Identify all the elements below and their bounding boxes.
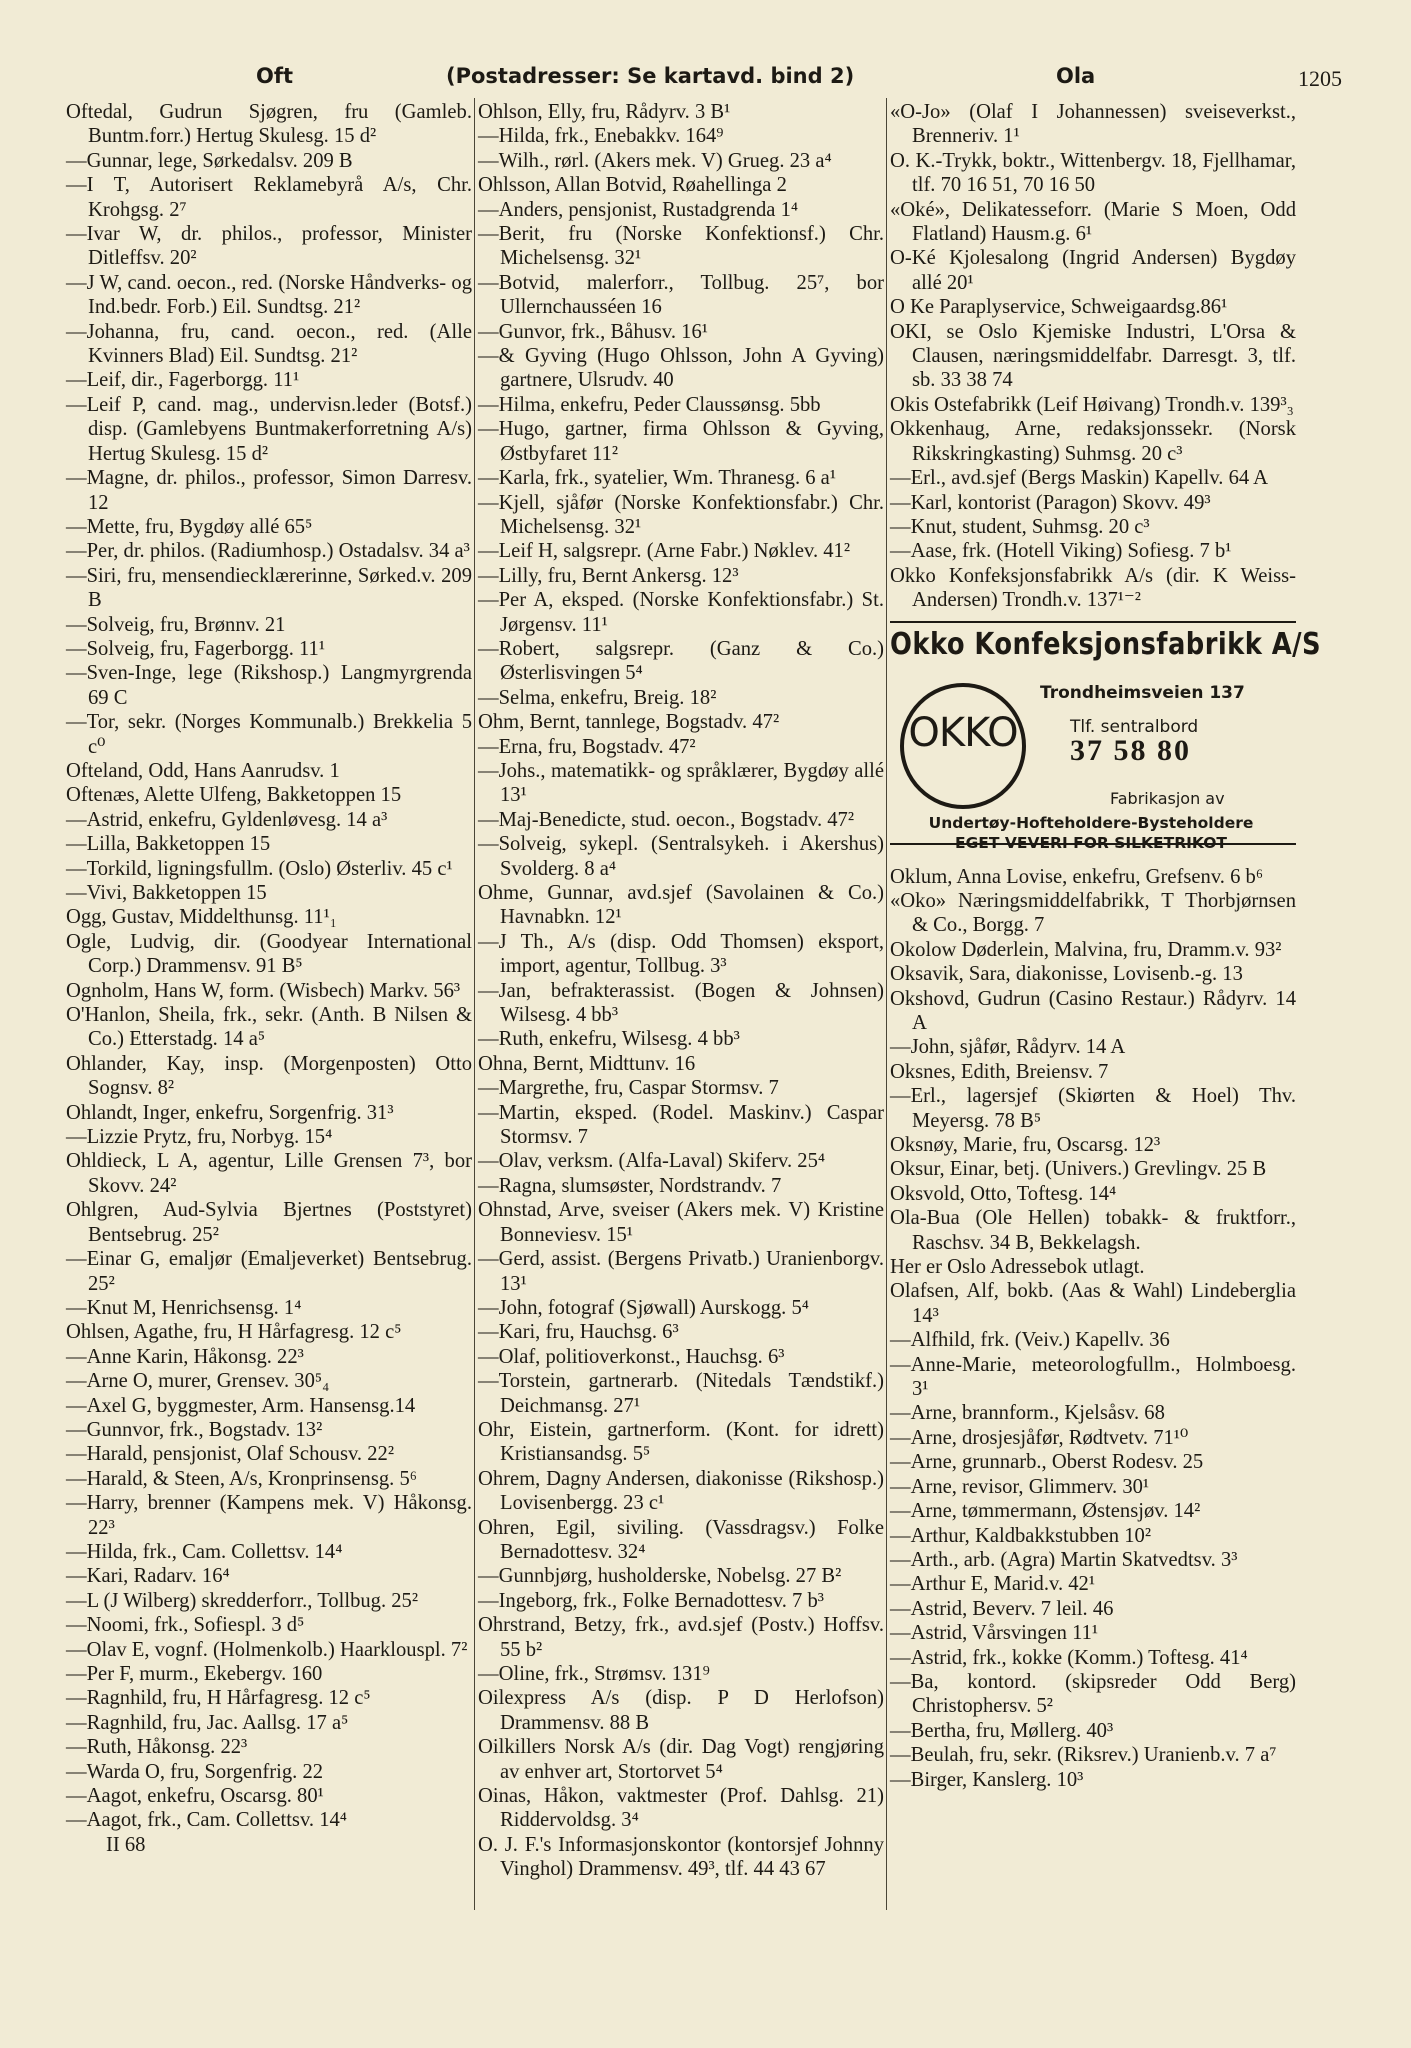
directory-entry: Okis Ostefabrikk (Leif Høivang) Trondh.v. 139³₃ <box>890 393 1294 416</box>
ad-address: Trondheimsveien 137 <box>1040 682 1245 703</box>
directory-entry: —Robert, salgsrepr. (Ganz & Co.) Østerlisvingen 5⁴ <box>478 637 884 685</box>
directory-entry: Ohlandt, Inger, enkefru, Sorgenfrig. 31³ <box>66 1101 394 1124</box>
directory-entry: —Maj-Benedicte, stud. oecon., Bogstadv. 47² <box>478 808 855 831</box>
directory-entry: OKI, se Oslo Kjemiske Industri, L'Orsa & Clausen, næringsmiddelfabr. Darresgt. 3, tlf. sb. 33 38 74 <box>890 320 1296 392</box>
directory-entry: O. K.-Trykk, boktr., Wittenbergv. 18, Fjellhamar, tlf. 70 16 51, 70 16 50 <box>890 149 1296 197</box>
directory-entry: Ohme, Gunnar, avd.sjef (Savolainen & Co.) Havnabkn. 12¹ <box>478 882 884 929</box>
directory-entry: —Torstein, gartnerarb. (Nitedals Tændstikf.) Deichmansg. 27¹ <box>478 1370 884 1417</box>
directory-entry: —Gunnbjørg, husholderske, Nobelsg. 27 B² <box>478 1565 842 1588</box>
directory-entry: —Torkild, ligningsfullm. (Oslo) Østerliv. 45 c¹ <box>66 857 453 880</box>
directory-entry: —Ragnhild, fru, H Hårfagresg. 12 c⁵ <box>66 1687 371 1710</box>
directory-entry: —Hilda, frk., Cam. Collettsv. 14⁴ <box>66 1540 343 1563</box>
directory-entry: —Bertha, fru, Møllerg. 40³ <box>890 1719 1114 1742</box>
directory-entry: —Astrid, Beverv. 7 leil. 46 <box>890 1597 1114 1620</box>
column-3-top <box>890 100 1296 613</box>
directory-entry: —Wilh., rørl. (Akers mek. V) Grueg. 23 a⁴ <box>478 149 832 172</box>
directory-entry: Ohlgren, Aud-Sylvia Bjertnes (Poststyret) Bentsebrug. 25² <box>66 1199 472 1246</box>
directory-entry: Her er Oslo Adressebok utlagt. <box>890 1256 1145 1279</box>
directory-entry: Ofteland, Odd, Hans Aanrudsv. 1 <box>66 759 340 782</box>
directory-entry: Oilexpress A/s (disp. P D Herlofson) Drammensv. 88 B <box>478 1687 884 1734</box>
directory-entry: Ohrem, Dagny Andersen, diakonisse (Rikshosp.) Lovisenbergg. 23 c¹ <box>478 1467 884 1515</box>
directory-entry: —Jan, befrakterassist. (Bogen & Johnsen) Wilsesg. 4 bb³ <box>478 979 884 1027</box>
directory-entry: Oksnes, Edith, Breiensv. 7 <box>890 1060 1109 1083</box>
directory-entry: —Hugo, gartner, firma Ohlsson & Gyving, Østbyfaret 11² <box>478 418 884 465</box>
page-header <box>66 64 1342 98</box>
directory-entry: Ogle, Ludvig, dir. (Goodyear International Corp.) Drammensv. 91 B⁵ <box>66 930 472 978</box>
directory-entry: —Gunvor, frk., Båhusv. 16¹ <box>478 320 708 343</box>
directory-entry: —& Gyving (Hugo Ohlsson, John A Gyving) gartnere, Ulsrudv. 40 <box>478 345 884 392</box>
directory-entry: —Gerd, assist. (Bergens Privatb.) Uranienborgv. 13¹ <box>478 1248 884 1295</box>
directory-entry: Oilkillers Norsk A/s (dir. Dag Vogt) rengjøring av enhver art, Stortorvet 5⁴ <box>478 1736 884 1783</box>
directory-entry: —Ragnhild, fru, Jac. Aallsg. 17 a⁵ <box>66 1711 349 1734</box>
directory-entry: «O-Jo» (Olaf I Johannessen) sveiseverkst., Brenneriv. 1¹ <box>890 101 1296 148</box>
directory-entry: —Arne, revisor, Glimmerv. 30¹ <box>890 1475 1150 1498</box>
directory-entry: Ohna, Bernt, Midttunv. 16 <box>478 1052 696 1075</box>
directory-entry: Oklum, Anna Lovise, enkefru, Grefsenv. 6 b⁶ <box>890 865 1264 888</box>
advertisement <box>890 621 1321 865</box>
directory-entry: Oftedal, Gudrun Sjøgren, fru (Gamleb. Buntm.forr.) Hertug Skulesg. 15 d² <box>66 101 472 148</box>
ad-products: Undertøy-Hofteholdere-Bysteholdere <box>928 813 1254 832</box>
directory-entry: —Ingeborg, frk., Folke Bernadottesv. 7 b³ <box>478 1589 824 1612</box>
directory-entry: Oksvold, Otto, Toftesg. 14⁴ <box>890 1182 1117 1205</box>
directory-entry: —Astrid, Vårsvingen 11¹ <box>890 1622 1099 1645</box>
directory-entry: O'Hanlon, Sheila, frk., sekr. (Anth. B Nilsen & Co.) Etterstadg. 14 a⁵ <box>66 1004 472 1051</box>
directory-entry: —J W, cand. oecon., red. (Norske Håndverks- og Ind.bedr. Forb.) Eil. Sundtsg. 21² <box>66 271 472 319</box>
directory-entry: Ohr, Eistein, gartnerform. (Kont. for idrett) Kristiansandsg. 5⁵ <box>478 1418 884 1466</box>
directory-entry: —John, fotograf (Sjøwall) Aurskogg. 5⁴ <box>478 1296 809 1319</box>
directory-entry: Oksur, Einar, betj. (Univers.) Grevlingv. 25 B <box>890 1158 1267 1181</box>
directory-entry: —Johanna, fru, cand. oecon., red. (Alle Kvinners Blad) Eil. Sundtsg. 21² <box>66 320 472 368</box>
directory-entry: —Anne Karin, Håkonsg. 22³ <box>66 1345 304 1368</box>
directory-entry: «Oké», Delikatesseforr. (Marie S Moen, Odd Flatland) Hausm.g. 6¹ <box>890 198 1296 246</box>
directory-entry: —Erl., lagersjef (Skiørten & Hoel) Thv. Meyersg. 78 B⁵ <box>890 1085 1296 1132</box>
directory-entry: —Berit, fru (Norske Konfektionsf.) Chr. Michelsensg. 32¹ <box>478 223 884 270</box>
directory-entry: —Knut M, Henrichsensg. 1⁴ <box>66 1296 302 1319</box>
directory-entry: —Kari, fru, Hauchsg. 6³ <box>478 1321 679 1344</box>
directory-entry: —Per F, murm., Ekebergv. 160 <box>66 1663 323 1685</box>
directory-entry: —Hilda, frk., Enebakkv. 164⁹ <box>478 125 724 148</box>
page-number: 1205 <box>1298 66 1342 91</box>
header-center-note: (Postadresser: Se kartavd. bind 2) <box>446 64 855 88</box>
directory-entry: Ognholm, Hans W, form. (Wisbech) Markv. 56³ <box>66 979 461 1002</box>
directory-entry: Oftenæs, Alette Ulfeng, Bakketoppen 15 <box>66 784 402 807</box>
directory-entry: —Harald, pensjonist, Olaf Schousv. 22² <box>66 1443 395 1466</box>
directory-entry: Ogg, Gustav, Middelthunsg. 11¹₁ <box>66 906 337 929</box>
directory-entry: —Olav, verksm. (Alfa-Laval) Skiferv. 25⁴ <box>478 1150 826 1173</box>
ad-products-2: EGET VEVERI FOR SILKETRIKOT <box>955 833 1227 852</box>
directory-entry: —Gunnar, lege, Sørkedalsv. 209 B <box>66 149 353 172</box>
directory-entry: —Aase, frk. (Hotell Viking) Sofiesg. 7 b¹ <box>890 540 1232 563</box>
directory-entry: —Erna, fru, Bogstadv. 47² <box>478 735 696 758</box>
directory-entry: Ohren, Egil, siviling. (Vassdragsv.) Folke Bernadottesv. 32⁴ <box>478 1516 884 1563</box>
directory-entry: O. J. F.'s Informasjonskontor (kontorsjef Johnny Vinghol) Drammensv. 49³, tlf. 44 43 67 <box>478 1833 884 1881</box>
directory-entry: —Harry, brenner (Kampens mek. V) Håkonsg. 22³ <box>66 1492 472 1539</box>
directory-entry: —Einar G, emaljør (Emaljeverket) Bentsebrug. 25² <box>66 1248 472 1295</box>
directory-entry: Oksavik, Sara, diakonisse, Lovisenb.-g. 13 <box>890 963 1243 986</box>
directory-entry: —Selma, enkefru, Breig. 18² <box>478 686 717 709</box>
directory-entry: —John, sjåfør, Rådyrv. 14 A <box>890 1036 1126 1059</box>
okko-logo <box>900 683 1026 809</box>
directory-entry: O-Ké Kjolesalong (Ingrid Andersen) Bygdøy allé 20¹ <box>890 247 1296 294</box>
directory-entry: —Noomi, frk., Sofiespl. 3 d⁵ <box>66 1614 305 1637</box>
ad-fabrication: Fabrikasjon av <box>1110 788 1225 808</box>
directory-entry: —Leif P, cand. mag., undervisn.leder (Botsf.) disp. (Gamlebyens Buntmakerforretning A/s) Hertug Skulesg. 15 d² <box>66 393 472 465</box>
directory-entry: Okko Konfeksjonsfabrikk A/s (dir. K Weiss-Andersen) Trondh.v. 137¹⁻² <box>890 564 1296 612</box>
directory-entry: —Mette, fru, Bygdøy allé 65⁵ <box>66 515 313 538</box>
directory-entry: —L (J Wilberg) skredderforr., Tollbug. 25² <box>66 1589 419 1612</box>
directory-entry: Ohldieck, L A, agentur, Lille Grensen 7³, bor Skovv. 24² <box>66 1150 472 1197</box>
directory-entry: Okshovd, Gudrun (Casino Restaur.) Rådyrv. 14 A <box>890 987 1296 1034</box>
ad-phone-label: Tlf. sentralbord <box>1070 716 1199 737</box>
directory-entry: Ohlson, Elly, fru, Rådyrv. 3 B¹ <box>478 101 731 123</box>
directory-entry: —Per A, eksped. (Norske Konfektionsfabr.) St. Jørgensv. 11¹ <box>478 589 884 636</box>
directory-entry: II 68 <box>106 1833 146 1856</box>
directory-entry: —Arth., arb. (Agra) Martin Skatvedtsv. 3³ <box>890 1548 1238 1571</box>
directory-entry: —Ragna, slumsøster, Nordstrandv. 7 <box>478 1174 782 1197</box>
column-3-bottom <box>890 865 1296 1792</box>
directory-entry: —Harald, & Steen, A/s, Kronprinsensg. 5⁶ <box>66 1467 417 1490</box>
directory-entry: Ohlsen, Agathe, fru, H Hårfagresg. 12 c⁵ <box>66 1321 402 1344</box>
directory-entry: —Arne O, murer, Grensev. 30⁵₄ <box>66 1370 330 1393</box>
directory-entry: —Arthur E, Marid.v. 42¹ <box>890 1573 1096 1596</box>
directory-entry: —Alfhild, frk. (Veiv.) Kapellv. 36 <box>890 1329 1170 1352</box>
directory-entry: —Arne, grunnarb., Oberst Rodesv. 25 <box>890 1451 1204 1474</box>
directory-entry: —Leif, dir., Fagerborgg. 11¹ <box>66 369 300 392</box>
directory-entry: Ola-Bua (Ole Hellen) tobakk- & fruktforr., Raschsv. 34 B, Bekkelagsh. <box>890 1207 1296 1254</box>
directory-entry: —Martin, eksped. (Rodel. Maskinv.) Caspar Stormsv. 7 <box>478 1101 884 1149</box>
ad-title: Okko Konfeksjonsfabrikk A/S <box>890 626 1321 662</box>
directory-entry: Ohm, Bernt, tannlege, Bogstadv. 47² <box>478 711 780 734</box>
directory-entry: —Arne, tømmermann, Østensjøv. 14² <box>890 1500 1201 1523</box>
directory-entry: —Warda O, fru, Sorgenfrig. 22 <box>66 1760 324 1783</box>
directory-entry: —Birger, Kanslerg. 10³ <box>890 1768 1084 1791</box>
directory-entry: Ohnstad, Arve, sveiser (Akers mek. V) Kristine Bonneviesv. 15¹ <box>478 1199 884 1246</box>
directory-entry: —Oline, frk., Strømsv. 131⁹ <box>478 1663 710 1685</box>
directory-entry: —Per, dr. philos. (Radiumhosp.) Ostadalsv. 34 a³ <box>66 540 470 563</box>
directory-entry: —J Th., A/s (disp. Odd Thomsen) eksport, import, agentur, Tollbug. 3³ <box>478 930 884 978</box>
column-1 <box>66 100 472 1857</box>
directory-entry: —Olaf, politioverkonst., Hauchsg. 6³ <box>478 1345 785 1368</box>
directory-entry: —Hilma, enkefru, Peder Claussønsg. 5bb <box>478 393 821 416</box>
directory-entry: «Oko» Næringsmiddelfabrikk, T Thorbjørnsen & Co., Borgg. 7 <box>890 889 1296 937</box>
directory-entry: —Knut, student, Suhmsg. 20 c³ <box>890 515 1150 538</box>
directory-entry: —Astrid, enkefru, Gyldenløvesg. 14 a³ <box>66 808 388 831</box>
directory-entry: —Sven-Inge, lege (Rikshosp.) Langmyrgrenda 69 C <box>66 662 472 709</box>
directory-entry: —Gunnvor, frk., Bogstadv. 13² <box>66 1418 323 1441</box>
directory-entry: —Axel G, byggmester, Arm. Hansensg.14 <box>66 1394 416 1417</box>
logo-text: OKKO <box>908 709 1018 756</box>
directory-entry: —Siri, fru, mensendiecklærerinne, Sørked.v. 209 B <box>66 564 472 612</box>
directory-entry: —Aagot, frk., Cam. Collettsv. 14⁴ <box>66 1809 347 1832</box>
directory-entry: —Ruth, enkefru, Wilsesg. 4 bb³ <box>478 1028 740 1051</box>
directory-entry: Ohrstrand, Betzy, frk., avd.sjef (Postv.) Hoffsv. 55 b² <box>478 1614 884 1661</box>
directory-entry: Okkenhaug, Arne, redaksjonssekr. (Norsk Rikskringkasting) Suhmsg. 20 c³ <box>890 418 1296 465</box>
header-right-keyword: Ola <box>1056 64 1096 88</box>
directory-entry: —Ivar W, dr. philos., professor, Minister Ditleffsv. 20² <box>66 223 472 270</box>
directory-entry: Ohlsson, Allan Botvid, Røahellinga 2 <box>478 174 787 197</box>
directory-entry: —Lilly, fru, Bernt Ankersg. 12³ <box>478 564 739 587</box>
directory-entry: —Anne-Marie, meteorologfullm., Holmboesg. 3¹ <box>890 1353 1296 1401</box>
directory-entry: —Solveig, fru, Brønnv. 21 <box>66 613 286 636</box>
directory-entry: —Tor, sekr. (Norges Kommunalb.) Brekkelia 5 c⁰ <box>66 711 472 758</box>
directory-entry: —I T, Autorisert Reklamebyrå A/s, Chr. Krohgsg. 2⁷ <box>66 174 472 221</box>
directory-entry: —Johs., matematikk- og språklærer, Bygdøy allé 13¹ <box>478 759 884 807</box>
directory-entry: —Kjell, sjåfør (Norske Konfektionsfabr.) Chr. Michelsensg. 32¹ <box>478 491 884 538</box>
directory-entry: —Aagot, enkefru, Oscarsg. 80¹ <box>66 1785 324 1808</box>
directory-entry: Olafsen, Alf, bokb. (Aas & Wahl) Lindeberglia 14³ <box>890 1280 1296 1327</box>
directory-entry: —Solveig, sykepl. (Sentralsykeh. i Akershus) Svolderg. 8 a⁴ <box>478 833 884 880</box>
directory-entry: —Magne, dr. philos., professor, Simon Darresv. 12 <box>66 467 472 514</box>
directory-entry: —Arne, brannform., Kjelsåsv. 68 <box>890 1402 1165 1425</box>
directory-entry: —Botvid, malerforr., Tollbug. 25⁷, bor Ullernchausséen 16 <box>478 271 884 319</box>
directory-entry: Okolow Døderlein, Malvina, fru, Dramm.v. 93² <box>890 938 1282 961</box>
column-divider <box>474 98 475 1910</box>
directory-entry: O Ke Paraplyservice, Schweigaardsg.86¹ <box>890 296 1228 319</box>
directory-entry: —Leif H, salgsrepr. (Arne Fabr.) Nøklev. 41² <box>478 540 851 563</box>
directory-entry: —Vivi, Bakketoppen 15 <box>66 882 267 904</box>
directory-entry: —Anders, pensjonist, Rustadgrenda 1⁴ <box>478 198 799 221</box>
directory-entry: —Margrethe, fru, Caspar Stormsv. 7 <box>478 1077 779 1100</box>
column-2 <box>478 100 884 1882</box>
directory-entry: —Karl, kontorist (Paragon) Skovv. 49³ <box>890 491 1211 514</box>
directory-entry: —Beulah, fru, sekr. (Riksrev.) Uranienb.v. 7 a⁷ <box>890 1744 1277 1767</box>
column-3 <box>890 100 1321 1792</box>
directory-entry: —Ba, kontord. (skipsreder Odd Berg) Christophersv. 5² <box>890 1670 1296 1718</box>
directory-entry: —Arne, drosjesjåfør, Rødtvetv. 71¹⁰ <box>890 1426 1189 1449</box>
directory-entry: —Olav E, vognf. (Holmenkolb.) Haarklouspl. 7² <box>66 1638 468 1661</box>
ad-phone: 37 58 80 <box>1070 733 1191 767</box>
directory-entry: Ohlander, Kay, insp. (Morgenposten) Otto Sognsv. 8² <box>66 1052 472 1100</box>
directory-entry: Oinas, Håkon, vaktmester (Prof. Dahlsg. 21) Riddervoldsg. 3⁴ <box>478 1785 884 1832</box>
directory-entry: —Kari, Radarv. 16⁴ <box>66 1565 230 1588</box>
column-divider <box>886 98 887 1910</box>
directory-entry: —Erl., avd.sjef (Bergs Maskin) Kapellv. 64 A <box>890 467 1269 490</box>
directory-entry: Oksnøy, Marie, fru, Oscarsg. 12³ <box>890 1134 1161 1156</box>
directory-entry: —Solveig, fru, Fagerborgg. 11¹ <box>66 637 325 660</box>
okko-ad-box <box>890 621 1321 852</box>
directory-entry: —Lizzie Prytz, fru, Norbyg. 15⁴ <box>66 1126 333 1149</box>
directory-entry: —Karla, frk., syatelier, Wm. Thranesg. 6 a¹ <box>478 467 836 490</box>
header-left-keyword: Oft <box>256 64 294 88</box>
directory-entry: —Lilla, Bakketoppen 15 <box>66 833 271 856</box>
directory-entry: —Arthur, Kaldbakkstubben 10² <box>890 1524 1152 1547</box>
directory-entry: —Astrid, frk., kokke (Komm.) Toftesg. 41⁴ <box>890 1646 1248 1669</box>
directory-entry: —Ruth, Håkonsg. 22³ <box>66 1736 248 1759</box>
